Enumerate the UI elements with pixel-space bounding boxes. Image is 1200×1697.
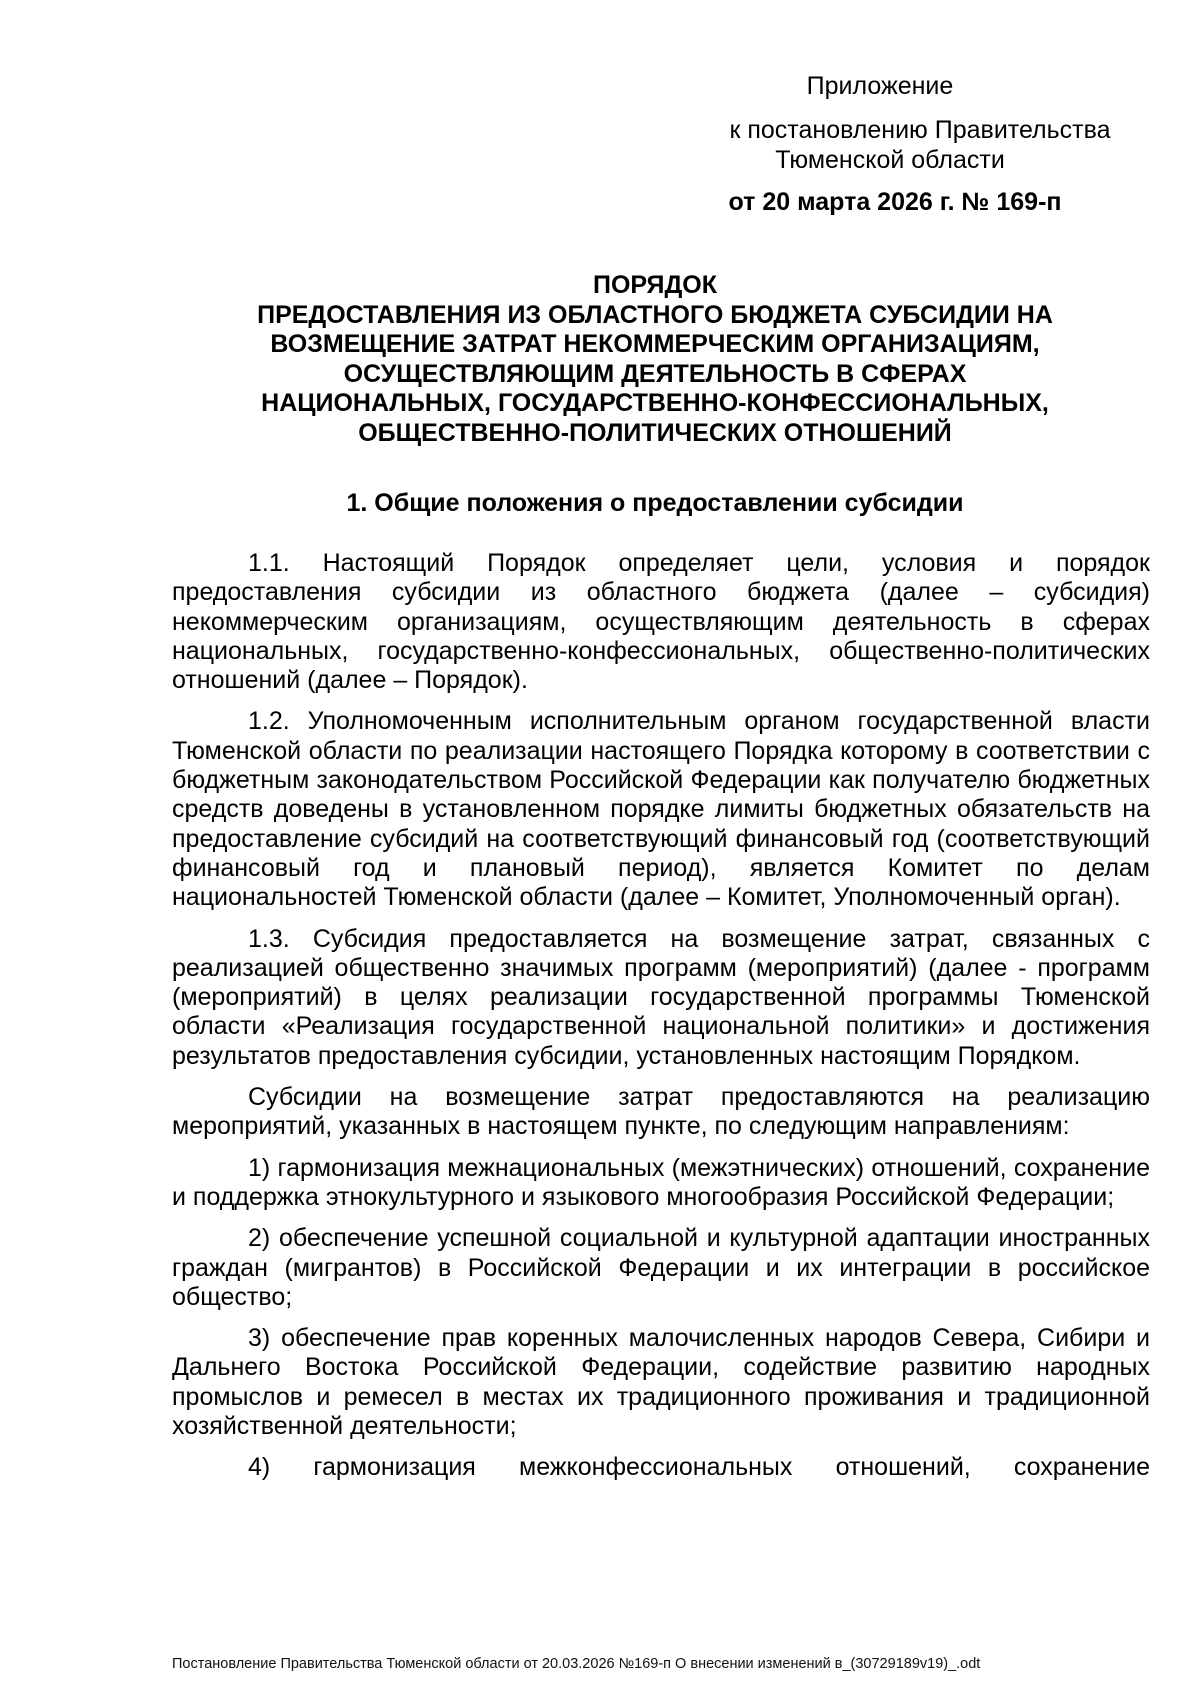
paragraph-directions-intro: Субсидии на возмещение затрат предоставляются на реализацию мероприятий, указанных в настоящем пункте, по следующим направлениям: — [172, 1083, 1150, 1141]
paragraph-1-2: 1.2. Уполномоченным исполнительным органом государственной власти Тюменской области по реализации настоящего Порядка которому в соответствии с бюджетным законодательством Российской Федерации как получателю бюджетных средств доведены в установленном порядке лимиты бюджетных обязательств на предоставление субсидий на соответствующий финансовый год (соответствующий финансовый год и плановый период), является Комитет по делам национальностей Тюменской области (далее – Комитет, Уполномоченный орган). — [172, 707, 1150, 912]
document-title-line: ОБЩЕСТВЕННО-ПОЛИТИЧЕСКИХ ОТНОШЕНИЙ — [358, 418, 952, 447]
paragraph-1-1: 1.1. Настоящий Порядок определяет цели, условия и порядок предоставления субсидии из областного бюджета (далее – субсидия) некоммерческим организациям, осуществляющим деятельность в сферах национальных, государственно-конфессиональных, общественно-политических отношений (далее – Порядок). — [172, 549, 1150, 695]
appendix-resolution: к постановлению Правительства — [729, 116, 1111, 144]
document-title — [160, 271, 1150, 448]
list-item-direction-1: 1) гармонизация межнациональных (межэтнических) отношений, сохранение и поддержка этнокультурного и языкового многообразия Российской Федерации; — [172, 1153, 1150, 1211]
appendix-region: Тюменской области — [775, 146, 1005, 174]
appendix-date-number: от 20 марта 2026 г. № 169-п — [728, 188, 1062, 216]
document-title-line: ПОРЯДОК — [593, 271, 717, 299]
list-item-direction-2: 2) обеспечение успешной социальной и культурной адаптации иностранных граждан (мигрантов) в Российской Федерации и их интеграции в российское общество; — [172, 1224, 1150, 1311]
document-title-line: ОСУЩЕСТВЛЯЮЩИМ ДЕЯТЕЛЬНОСТЬ В СФЕРАХ — [343, 359, 967, 388]
document-title-line: ВОЗМЕЩЕНИЕ ЗАТРАТ НЕКОММЕРЧЕСКИМ ОРГАНИЗАЦИЯМ, — [270, 330, 1040, 358]
paragraph-1-3: 1.3. Субсидия предоставляется на возмещение затрат, связанных с реализацией общественно значимых программ (мероприятий) (далее - программ (мероприятий) в целях реализации государственной программы Тюменской области «Реализация государственной национальной политики» и достижения результатов предоставления субсидии, установленных настоящим Порядком. — [172, 924, 1150, 1070]
section-body — [172, 549, 1150, 1495]
document-title-line: НАЦИОНАЛЬНЫХ, ГОСУДАРСТВЕННО-КОНФЕССИОНАЛЬНЫХ, — [261, 389, 1049, 417]
document-title-line: ПРЕДОСТАВЛЕНИЯ ИЗ ОБЛАСТНОГО БЮДЖЕТА СУБСИДИИ НА — [257, 300, 1053, 329]
appendix-title: Приложение — [806, 72, 954, 100]
list-item-direction-4: 4) гармонизация межконфессиональных отношений, сохранение — [248, 1453, 1150, 1482]
page-footer: Постановление Правительства Тюменской области от 20.03.2026 №169-п О внесении изменений в_(30729189v19)_.odt — [172, 1656, 981, 1672]
section-heading: 1. Общие положения о предоставлении субсидии — [346, 489, 964, 517]
list-item-direction-3: 3) обеспечение прав коренных малочисленных народов Севера, Сибири и Дальнего Востока Российской Федерации, содействие развитию народных промыслов и ремесел в местах их традиционного проживания и традиционной хозяйственной деятельности; — [172, 1324, 1150, 1441]
